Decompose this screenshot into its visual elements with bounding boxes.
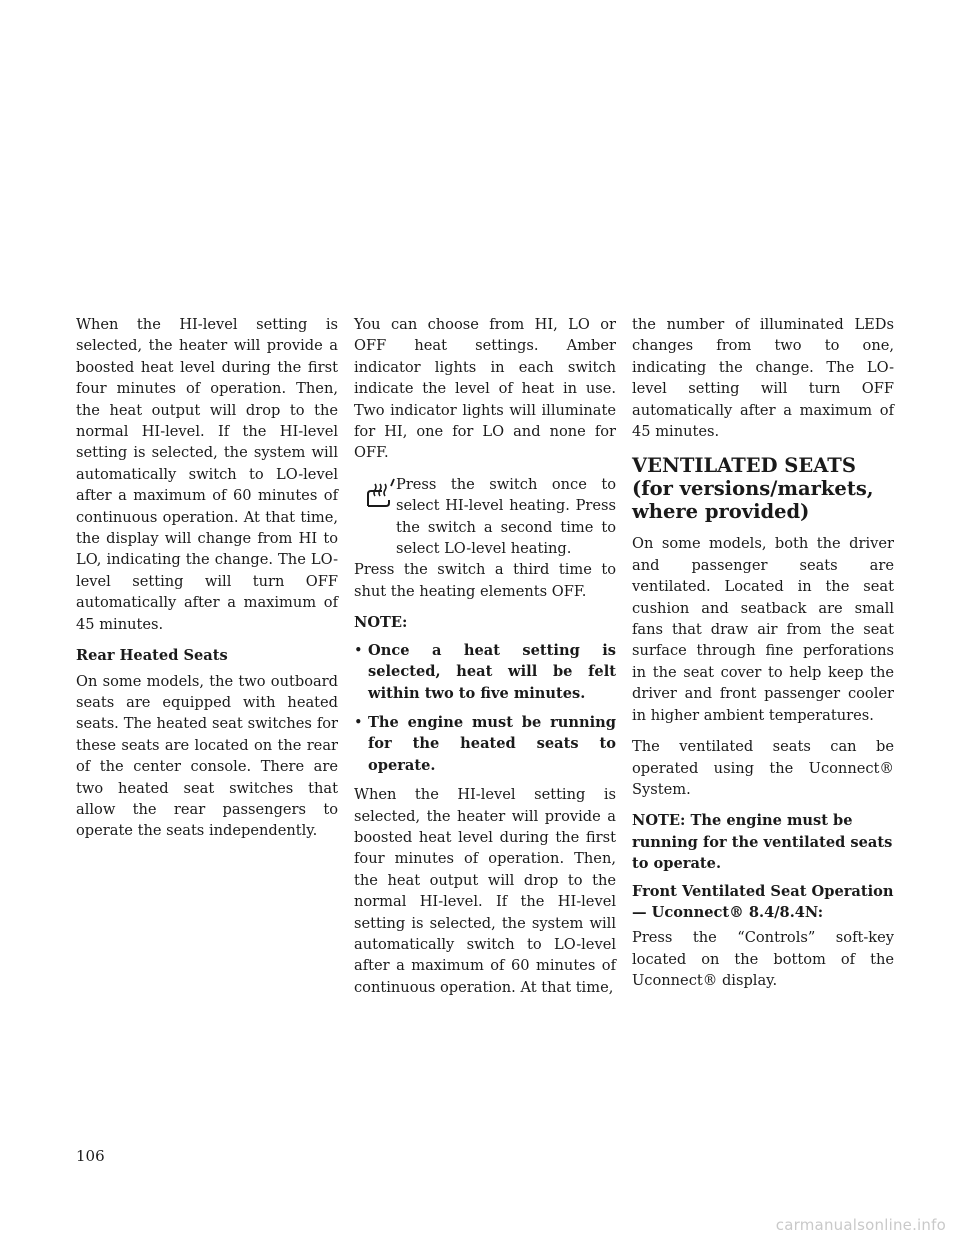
section-heading-ventilated-seats: VENTILATED SEATS (for versions/markets, where provided) [632,454,874,524]
footer-watermark: carmanualsonline.info [775,1216,946,1234]
column-3 [632,314,894,1002]
switch-instruction [354,474,616,602]
icon-text-continued: Press the switch a third time to shut the heating elements OFF. [354,561,616,600]
icon-text: Press the switch once to select HI-level heating. Press the switch a second time to select LO-level heating. [396,475,616,558]
bullet-item: • The engine must be running for the heated seats to operate. [354,712,616,776]
heated-seat-icon [362,476,396,510]
note-text: NOTE: The engine must be running for the ventilated seats to operate. [632,812,893,873]
body-paragraph: On some models, the two outboard seats are equipped with heated seats. The heated seat switches for these seats are located on the rear of the center console. There are two heated seat switches that allow the rear passengers to operate the seats independently. [76,672,338,840]
body-paragraph: the number of illuminated LEDs changes from two to one, indicating the change. The LO-level setting will turn OFF automatically after a maximum of 45 minutes. [632,316,894,441]
note-bullets [354,640,616,776]
body-paragraph: The ventilated seats can be operated using the Uconnect® System. [632,738,894,798]
column-2 [354,314,616,1008]
body-paragraph: Press the “Controls” soft-key located on the bottom of the Uconnect® display. [632,929,894,990]
bullet-item: • Once a heat setting is selected, heat will be felt within two to five minutes. [354,640,616,704]
note-label: NOTE: [354,614,408,632]
page-number: 106 [76,1147,105,1165]
subheading-rear-heated-seats: Rear Heated Seats [76,647,228,665]
body-paragraph: On some models, both the driver and passenger seats are ventilated. Located in the seat cushion and seatback are small fans that draw air from the seat surface through fine perforations in the seat cover to help keep the driver and front passenger cooler in higher ambient temperatures. [632,535,894,724]
body-paragraph: When the HI-level setting is selected, the heater will provide a boosted heat level during the first four minutes of operation. Then, the heat output will drop to the normal HI-level. If the HI-level setting is selected, the system will automatically switch to LO-level after a maximum of 60 minutes of continuous operation. At that time, [354,786,616,996]
subheading-front-ventilated: Front Ventilated Seat Operation — Uconnect® 8.4/8.4N: [632,882,894,921]
body-paragraph: When the HI-level setting is selected, the heater will provide a boosted heat level during the first four minutes of operation. Then, the heat output will drop to the normal HI-level. If the HI-level setting is selected, the system will automatically switch to LO-level after a maximum of 60 minutes of continuous operation. At that time, the display will change from HI to LO, indicating the change. The LO-level setting will turn OFF automatically after a maximum of 45 minutes. [76,316,338,633]
body-paragraph: You can choose from HI, LO or OFF heat settings. Amber indicator lights in each switch indicate the level of heat in use. Two indicator lights will illuminate for HI, one for LO and none for OFF. [354,316,616,462]
column-1 [76,314,338,852]
